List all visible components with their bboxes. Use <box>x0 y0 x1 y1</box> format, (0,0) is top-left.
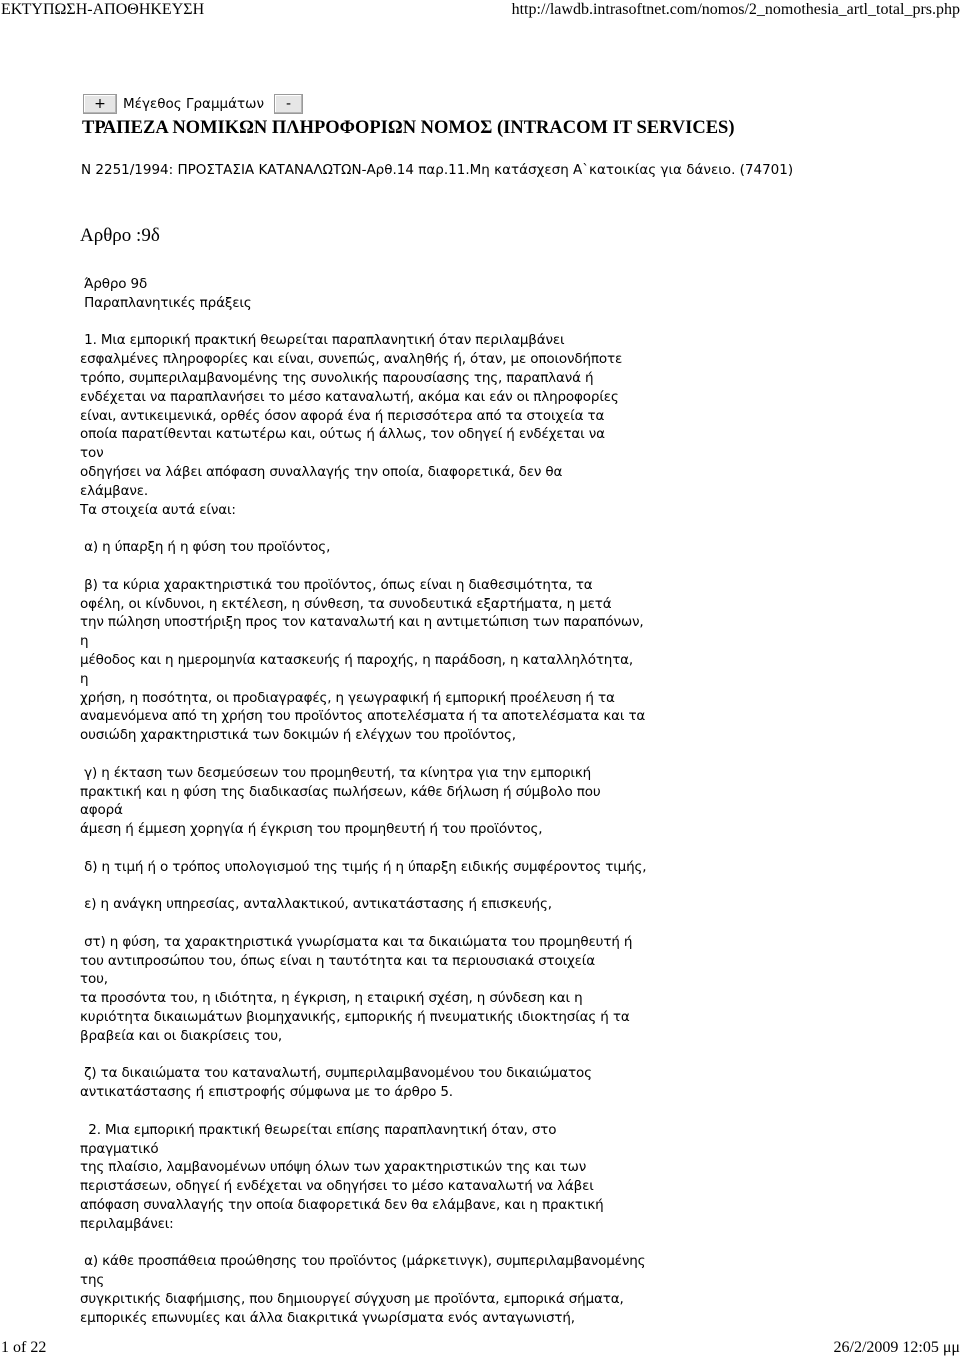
font-size-label: Μέγεθος Γραμμάτων <box>123 96 265 112</box>
decrease-font-button[interactable]: - <box>274 94 303 114</box>
body-line: αφορά <box>80 802 123 819</box>
body-line: ελάμβανε. <box>80 482 149 499</box>
body-line: τον <box>80 445 104 462</box>
body-line: συγκριτικής διαφήμισης, που δημιουργεί σύγχυση με προϊόντα, εμπορικά σήματα, <box>80 1291 624 1308</box>
font-size-control <box>83 94 303 114</box>
body-line: εμπορικές επωνυμίες και άλλα διακριτικά γνωρίσματα ενός ανταγωνιστή, <box>80 1309 575 1326</box>
body-line: περιλαμβάνει: <box>80 1215 174 1232</box>
body-line: άμεση ή έμμεση χορηγία ή έγκριση του προμηθευτή ή του προϊόντος, <box>80 821 543 838</box>
print-timestamp: 26/2/2009 12:05 μμ <box>833 1339 960 1356</box>
body-line: τα προσόντα του, η ιδιότητα, η έγκριση, η εταιρική σχέση, η σύνδεση και η <box>80 990 583 1007</box>
body-line: είναι, αντικειμενικά, ορθές όσον αφορά ένα ή περισσότερα από τα στοιχεία τα <box>80 407 605 424</box>
body-line: του αντιπροσώπου του, όπως είναι η ταυτότητα και τα περιουσιακά στοιχεία <box>80 952 595 969</box>
body-line: πρακτική και η φύση της διαδικασίας πωλήσεων, κάθε δήλωση ή σύμβολο που <box>80 783 601 800</box>
blank-line <box>80 877 700 896</box>
body-line: η <box>80 633 89 650</box>
body-line: Παραπλανητικές πράξεις <box>80 294 252 311</box>
body-line: ουσιώδη χαρακτηριστικά των δοκιμών ή ελέγχων του προϊόντος, <box>80 727 516 744</box>
body-line: ε) η ανάγκη υπηρεσίας, ανταλλακτικού, αντικατάστασης ή επισκευής, <box>80 896 552 913</box>
body-line: απόφαση συναλλαγής την οποία διαφορετικά δεν θα ελάμβανε, και η πρακτική <box>80 1197 604 1214</box>
blank-line <box>80 839 700 858</box>
body-line: Άρθρο 9δ <box>80 276 148 292</box>
body-line: α) κάθε προσπάθεια προώθησης του προϊόντος (μάρκετινγκ), συμπεριλαμβανομένης <box>80 1253 646 1270</box>
body-line: εσφαλμένες πληροφορίες και είναι, συνεπώς, αναληθής ή, όταν, με οποιονδήποτε <box>80 351 623 368</box>
body-line: περιστάσεων, οδηγεί ή ενδέχεται να οδηγήσει το μέσο καταναλωτή να λάβει <box>80 1178 594 1195</box>
body-line: βραβεία και οι διακρίσεις του, <box>80 1027 283 1044</box>
blank-line <box>80 914 700 933</box>
database-title: ΤΡΑΠΕΖΑ ΝΟΜΙΚΩΝ ΠΛΗΡΟΦΟΡΙΩΝ ΝΟΜΟΣ (INTRACOM IT SERVICES) <box>82 118 735 138</box>
article-heading: Αρθρο :9δ <box>80 225 160 246</box>
body-line: 1. Μια εμπορική πρακτική θεωρείται παραπλανητική όταν περιλαμβάνει <box>80 332 565 349</box>
print-header-title: ΕΚΤΥΠΩΣΗ-ΑΠΟΘΗΚΕΥΣΗ <box>1 1 205 18</box>
body-line: δ) η τιμή ή ο τρόπος υπολογισμού της τιμής ή η ύπαρξη ειδικής συμφέροντος τιμής, <box>80 858 647 875</box>
body-line: ζ) τα δικαιώματα του καταναλωτή, συμπεριλαμβανομένου του δικαιώματος <box>80 1065 592 1082</box>
body-line: οδηγήσει να λάβει απόφαση συναλλαγής την οποία, διαφορετικά, δεν θα <box>80 463 563 480</box>
body-line: χρήση, η ποσότητα, οι προδιαγραφές, η γεωγραφική ή εμπορική προέλευση ή τα <box>80 689 615 706</box>
body-line: την πώληση υποστήριξη προς τον καταναλωτή και η αντιμετώπιση των παραπόνων, <box>80 614 644 631</box>
body-line: γ) η έκταση των δεσμεύσεων του προμηθευτή, τα κίνητρα για την εμπορική <box>80 764 592 781</box>
article-body <box>80 275 700 1328</box>
body-line: β) τα κύρια χαρακτηριστικά του προϊόντος, όπως είναι η διαθεσιμότητα, τα <box>80 576 593 593</box>
body-line: αντικατάστασης ή επιστροφής σύμφωνα με το άρθρο 5. <box>80 1084 453 1101</box>
blank-line <box>80 313 700 332</box>
body-line: ενδέχεται να παραπλανήσει το μέσο καταναλωτή, ακόμα και εάν οι πληροφορίες <box>80 388 619 405</box>
body-line: του, <box>80 971 108 988</box>
body-line: Τα στοιχεία αυτά είναι: <box>80 501 236 518</box>
blank-line <box>80 745 700 764</box>
body-line: στ) η φύση, τα χαρακτηριστικά γνωρίσματα και τα δικαιώματα του προμηθευτή ή <box>80 933 633 950</box>
body-line: της πλαίσιο, λαμβανομένων υπόψη όλων των χαρακτηριστικών της και των <box>80 1159 587 1176</box>
body-line: 2. Μια εμπορική πρακτική θεωρείται επίσης παραπλανητική όταν, στο <box>80 1121 557 1138</box>
blank-line <box>80 557 700 576</box>
blank-line <box>80 1046 700 1065</box>
print-header-url: http://lawdb.intrasoftnet.com/nomos/2_nomothesia_artl_total_prs.php <box>511 1 960 18</box>
body-line: κυριότητα δικαιωμάτων βιομηχανικής, εμπορικής ή πνευματικής ιδιοκτησίας ή τα <box>80 1009 630 1026</box>
page-counter: 1 of 22 <box>1 1339 47 1356</box>
increase-font-button[interactable]: + <box>83 94 117 114</box>
blank-line <box>80 1234 700 1253</box>
body-line: τρόπο, συμπεριλαμβανομένης της συνολικής παρουσίασης της, παραπλανά ή <box>80 369 594 386</box>
law-reference: Ν 2251/1994: ΠΡΟΣΤΑΣΙΑ ΚΑΤΑΝΑΛΩΤΩΝ-Αρθ.14 παρ.11.Μη κατάσχεση Α`κατοικίας για δάνειο. (74701) <box>81 162 794 178</box>
blank-line <box>80 1102 700 1121</box>
body-line: η <box>80 670 89 687</box>
body-line: αναμενόμενα από τη χρήση του προϊόντος αποτελέσματα ή τα αποτελέσματα και τα <box>80 708 646 725</box>
body-line: οφέλη, οι κίνδυνοι, η εκτέλεση, η σύνθεση, τα συνοδευτικά εξαρτήματα, η μετά <box>80 595 612 612</box>
body-line: της <box>80 1272 105 1289</box>
blank-line <box>80 519 700 538</box>
body-line: οποία παρατίθενται κατωτέρω και, ούτως ή άλλως, τον οδηγεί ή ενδέχεται να <box>80 426 605 443</box>
body-line: πραγματικό <box>80 1140 159 1157</box>
body-line: α) η ύπαρξη ή η φύση του προϊόντος, <box>80 539 331 556</box>
body-line: μέθοδος και η ημερομηνία κατασκευής ή παροχής, η παράδοση, η καταλληλότητα, <box>80 651 634 668</box>
